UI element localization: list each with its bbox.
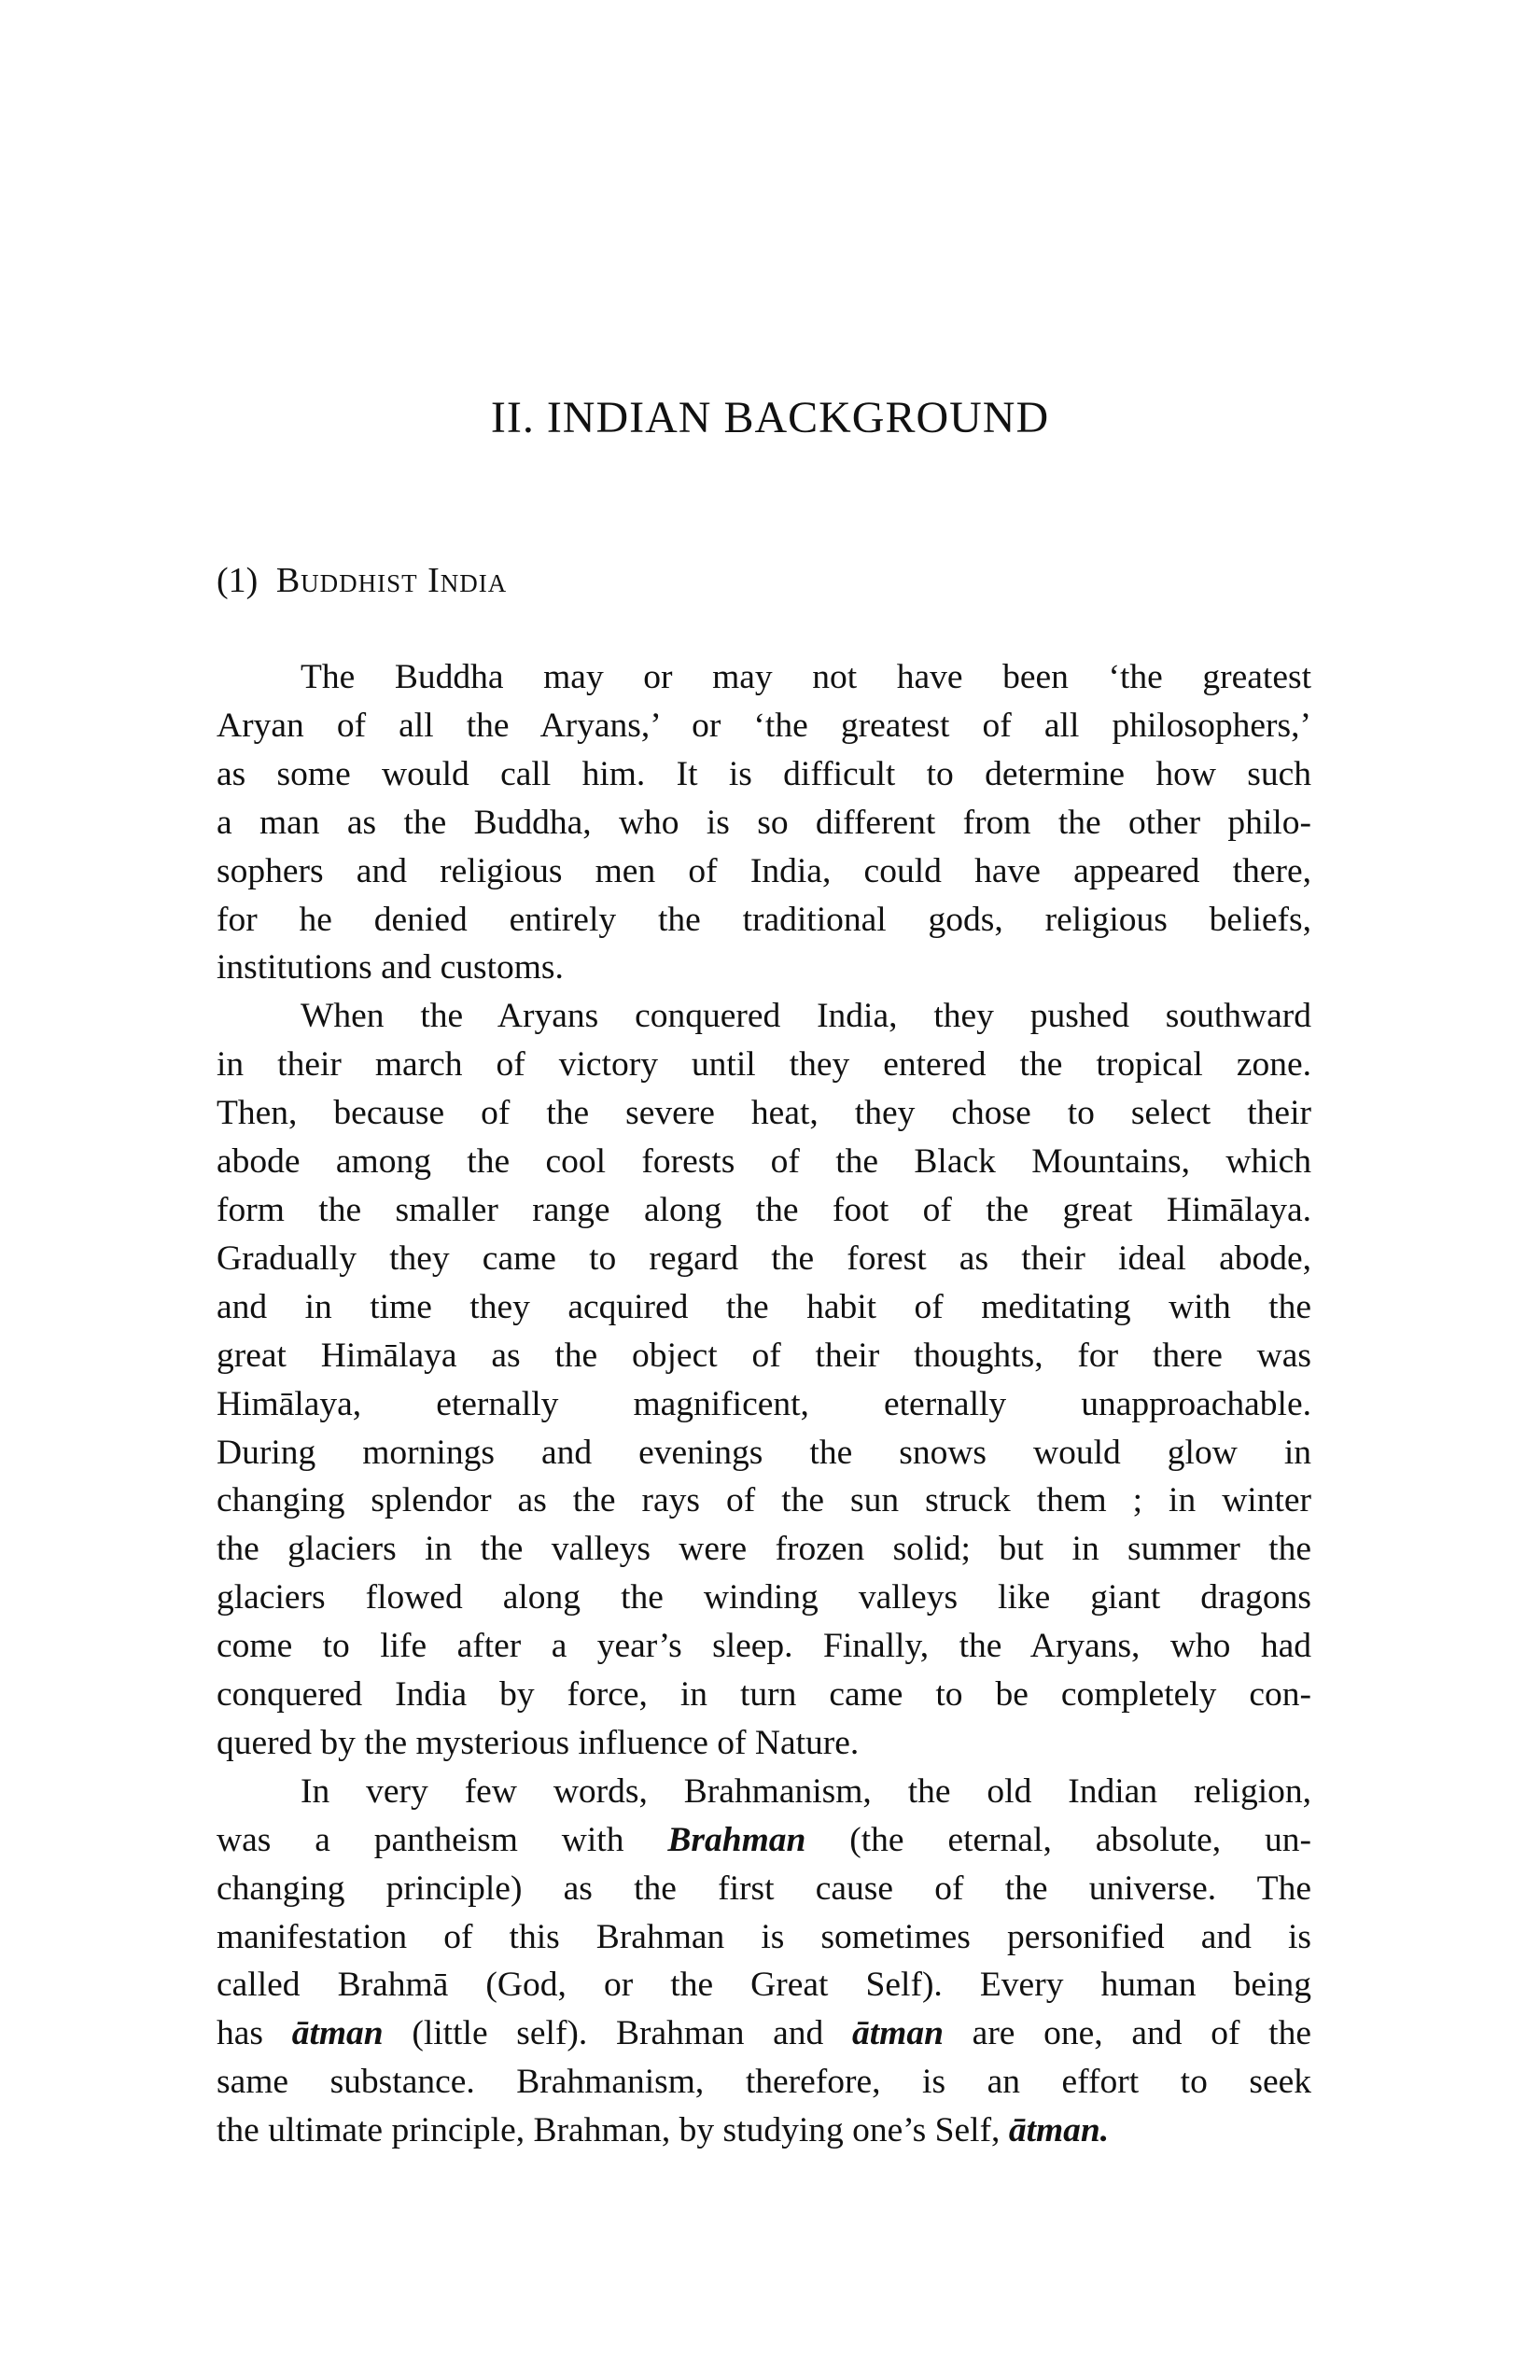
text-line: When the Aryans conquered India, they pushed southward bbox=[301, 997, 1311, 1036]
text-line: changing splendor as the rays of the sun struck them ; in winter bbox=[217, 1481, 1311, 1520]
text-line: come to life after a year’s sleep. Finally, the Aryans, who had bbox=[217, 1627, 1311, 1666]
text-line: has ātman (little self). Brahman and ātman are one, and of the bbox=[217, 2014, 1311, 2053]
text-line: institutions and customs. bbox=[217, 948, 564, 987]
section-title: Buddhist India bbox=[275, 561, 508, 600]
text-line: sophers and religious men of India, could have appeared there, bbox=[217, 851, 1311, 890]
text-line: changing principle) as the first cause of the universe. The bbox=[217, 1869, 1311, 1908]
paragraph bbox=[217, 992, 1311, 1768]
paragraph bbox=[217, 1768, 1311, 2155]
text-line: the glaciers in the valleys were frozen solid; but in summer the bbox=[217, 1530, 1311, 1569]
text-line: called Brahmā (God, or the Great Self). Every human being bbox=[217, 1966, 1311, 2005]
text-line: for he denied entirely the traditional gods, religious beliefs, bbox=[217, 900, 1311, 939]
text-line: manifestation of this Brahman is sometimes personified and is bbox=[217, 1917, 1311, 1956]
text-line: Gradually they came to regard the forest as their ideal abode, bbox=[217, 1239, 1311, 1278]
text-line: and in time they acquired the habit of meditating with the bbox=[217, 1287, 1311, 1326]
text-line: form the smaller range along the foot of the great Himālaya. bbox=[217, 1190, 1311, 1229]
text-line: conquered India by force, in turn came to be completely con- bbox=[217, 1675, 1311, 1715]
text-line: in their march of victory until they entered the tropical zone. bbox=[217, 1045, 1311, 1085]
text-line: same substance. Brahmanism, therefore, is an effort to seek bbox=[217, 2063, 1311, 2102]
chapter-title: II. INDIAN BACKGROUND bbox=[490, 393, 1050, 442]
section-number: (1) bbox=[217, 561, 259, 600]
text-line: a man as the Buddha, who is so different from the other philo- bbox=[217, 803, 1311, 842]
text-line: glaciers flowed along the winding valleys like giant dragons bbox=[217, 1578, 1311, 1617]
text-line: Then, because of the severe heat, they chose to select their bbox=[217, 1094, 1311, 1133]
text-line: as some would call him. It is difficult to determine how such bbox=[217, 754, 1311, 793]
text-line: abode among the cool forests of the Black Mountains, which bbox=[217, 1142, 1311, 1182]
text-line: quered by the mysterious influence of Nature. bbox=[217, 1723, 860, 1762]
text-line: great Himālaya as the object of their thoughts, for there was bbox=[217, 1336, 1311, 1375]
text-line: the ultimate principle, Brahman, by studying one’s Self, ātman. bbox=[217, 2111, 1110, 2150]
paragraph bbox=[217, 653, 1311, 992]
text-line: Himālaya, eternally magnificent, eternally unapproachable. bbox=[217, 1384, 1311, 1423]
section-heading bbox=[217, 560, 507, 601]
body-text bbox=[217, 653, 1311, 2155]
text-line: The Buddha may or may not have been ‘the greatest bbox=[301, 658, 1311, 696]
text-line: In very few words, Brahmanism, the old Indian religion, bbox=[301, 1771, 1311, 1811]
text-line: During mornings and evenings the snows would glow in bbox=[217, 1433, 1311, 1472]
text-line: was a pantheism with Brahman (the eternal, absolute, un- bbox=[217, 1820, 1311, 1859]
text-line: Aryan of all the Aryans,’ or ‘the greatest of all philosophers,’ bbox=[217, 706, 1311, 745]
